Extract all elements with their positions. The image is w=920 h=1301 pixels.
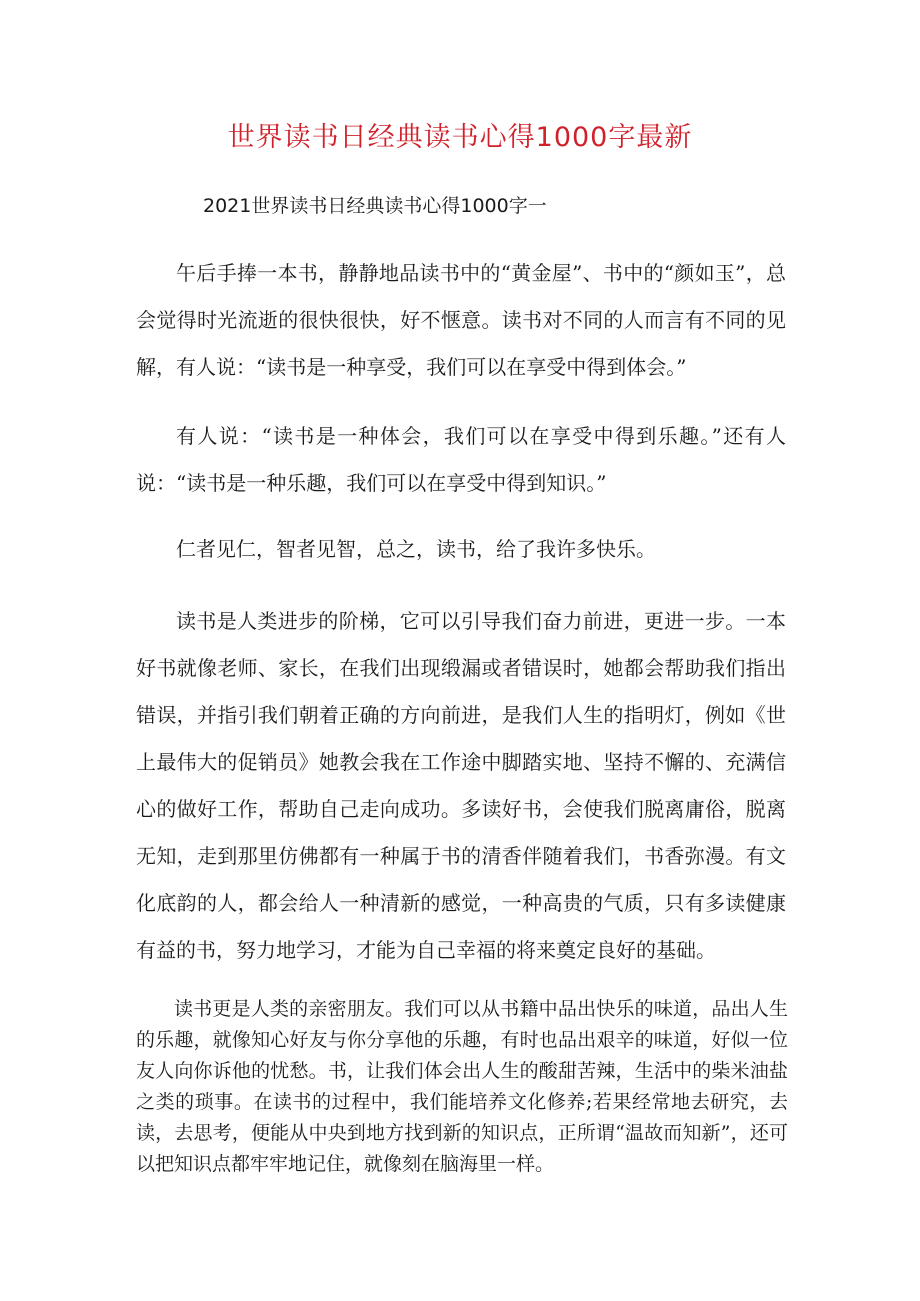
document-subtitle: 2021世界读书日经典读书心得1000字一 (203, 195, 547, 217)
paragraph-5: 读书更是人类的亲密朋友。我们可以从书籍中品出快乐的味道，品出人生的乐趣，就像知心好友与你分享他的乐趣，有时也品出艰辛的味道，好似一位友人向你诉他的忧愁。书，让我们体会出人生的酸甜苦辣，生活中的柴米油盐之类的琐事。在读书的过程中，我们能培养文化修养;若果经常地去研究，去读，去思考，便能从中央到地方找到新的知识点，正所谓“温故而知新”，还可以把知识点都牢牢地记住，就像刻在脑海里一样。 (136, 998, 788, 1175)
paragraph-4: 读书是人类进步的阶梯，它可以引导我们奋力前进，更进一步。一本好书就像老师、家长，在我们出现缎漏或者错误时，她都会帮助我们指出错误，并指引我们朝着正确的方向前进，是我们人生的指明灯，例如《世上最伟大的促销员》她教会我在工作途中脚踏实地、坚持不懈的、充满信心的做好工作，帮助自己走向成功。多读好书，会使我们脱离庸俗，脱离无知，走到那里仿佛都有一种属于书的清香伴随着我们，书香弥漫。有文化底韵的人，都会给人一种清新的感觉，一种高贵的气质，只有多读健康有益的书，努力地学习，才能为自己幸福的将来奠定良好的基础。 (136, 609, 786, 962)
paragraph-1: 午后手捧一本书，静静地品读书中的“黄金屋”、书中的“颜如玉”，总会觉得时光流逝的很快很快，好不惬意。读书对不同的人而言有不同的见解，有人说：“读书是一种享受，我们可以在享受中得到体会。” (136, 261, 786, 379)
paragraph-2: 有人说：“读书是一种体会，我们可以在享受中得到乐趣。”还有人说：“读书是一种乐趣，我们可以在享受中得到知识。” (136, 424, 786, 495)
document-title: 世界读书日经典读书心得1000字最新 (227, 122, 693, 153)
paragraph-3: 仁者见仁，智者见智，总之，读书，给了我许多快乐。 (176, 537, 656, 561)
